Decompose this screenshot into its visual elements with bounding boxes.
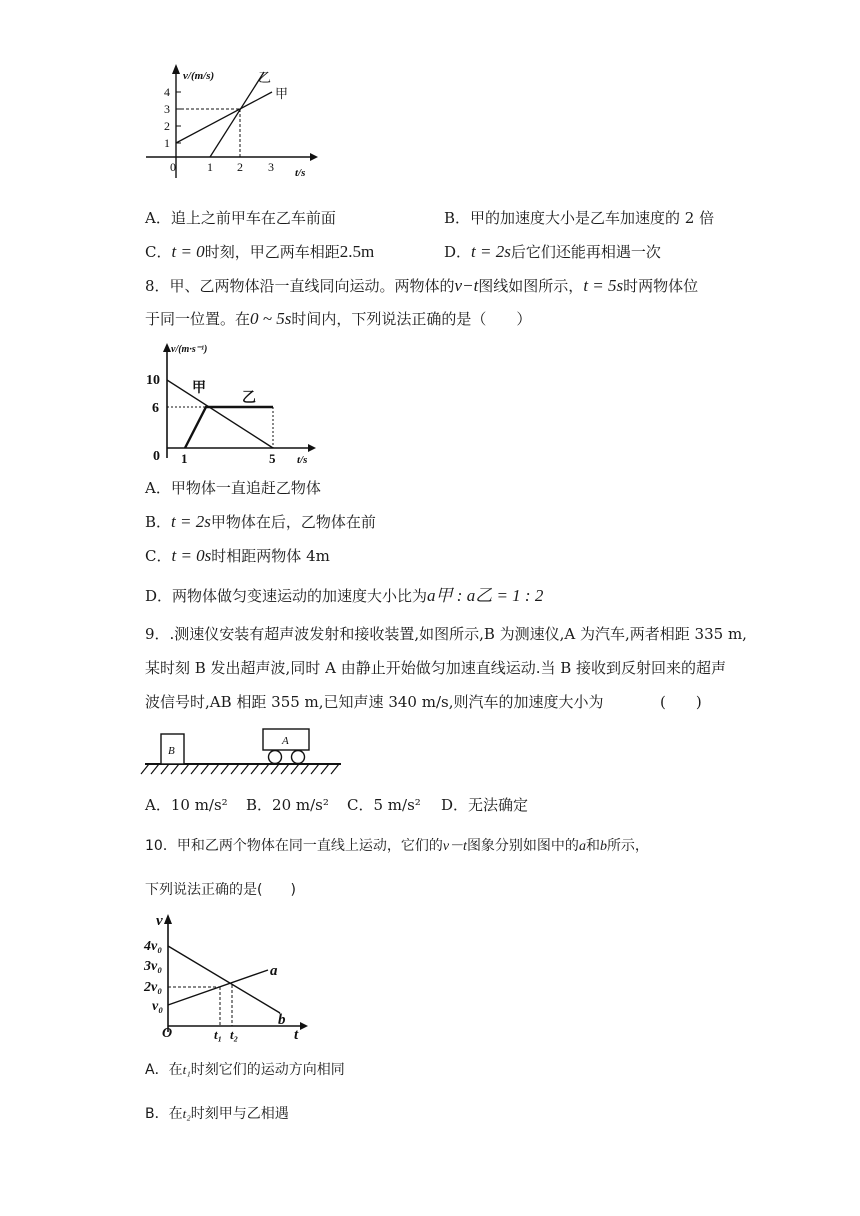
q8-option-a: A．甲物体一直追赶乙物体 [145, 479, 321, 497]
stem-text: 图线如图所示， [478, 277, 584, 295]
x-tick-3: 3 [268, 160, 274, 174]
q8-option-c [145, 546, 330, 566]
x-tick-t2: t₂ [230, 1027, 239, 1042]
option-text: 时刻甲与乙相遇 [190, 1106, 289, 1122]
y-tick-3v0: 3v₀ [144, 959, 163, 974]
math-vt: v－t [442, 839, 467, 854]
x-tick-1: 1 [207, 160, 213, 174]
y-tick-2: 2 [164, 119, 170, 133]
line-label-b: b [278, 1012, 286, 1028]
ground-hatching [141, 764, 339, 774]
x-axis-label: t/s [297, 454, 308, 466]
q8-vt-graph [142, 340, 322, 468]
q10-vt-graph [140, 910, 310, 1042]
stem-text: 所示， [606, 838, 649, 854]
option-text: 甲物体在后，乙物体在前 [210, 513, 376, 531]
stem-text: 8．甲、乙两物体沿一直线同向运动。两物体的 [145, 277, 455, 295]
x-tick-1: 1 [181, 451, 188, 466]
option-text: 时相距两物体 4m [211, 547, 330, 565]
q8-stem-line2 [145, 309, 531, 329]
q10-option-b [145, 1104, 289, 1124]
x-tick-t1: t₁ [214, 1027, 223, 1042]
label-a: A [282, 735, 289, 747]
math-a: a [578, 839, 586, 854]
option-text: D．两物体做匀变速运动的加速度大小比为 [145, 587, 428, 605]
option-letter: B． [145, 513, 172, 531]
y-tick-v0: v₀ [152, 999, 164, 1014]
stem-text: 时两物体位 [623, 277, 699, 295]
stem-text: 时间内，下列说法正确的是（ ） [291, 310, 532, 328]
q9-option-c: C．5 m/s² [347, 796, 421, 814]
q7-option-d [444, 242, 661, 262]
option-text: 时刻它们的运动方向相同 [190, 1062, 345, 1078]
option-letter: C． [145, 243, 172, 261]
line-label-yi: 乙 [242, 391, 256, 406]
math-b: b [599, 839, 607, 854]
stem-text: 图象分别如图中的 [466, 838, 579, 854]
option-text: B．在 [145, 1106, 183, 1122]
distance-value: 2.5m [339, 242, 375, 261]
math-expression: a甲 : a乙 = 1 : 2 [427, 586, 544, 605]
q9-option-d: D．无法确定 [441, 796, 529, 814]
math-expression: t = 2s [171, 512, 211, 531]
y-axis-label: v/(m·s⁻¹) [171, 344, 208, 355]
x-axis-label: t [294, 1027, 299, 1043]
math-vt: v−t [454, 276, 479, 295]
math-expression: t = 2s [471, 242, 511, 261]
q9-stem-line2: 某时刻 B 发出超声波,同时 A 由静止开始做匀加速直线运动.当 B 接收到反射回来的超声 [145, 659, 727, 677]
line-label-jia: 甲 [192, 381, 206, 396]
y-tick-3: 3 [164, 102, 170, 116]
origin-label: 0 [170, 160, 176, 174]
y-axis-label: v [156, 913, 163, 929]
math-range: 0 ~ 5s [250, 309, 292, 328]
q9-option-b: B．20 m/s² [246, 796, 329, 814]
x-axis-label: t/s [295, 167, 306, 179]
q8-option-d [145, 586, 543, 606]
origin-label: 0 [153, 449, 160, 464]
math-t: t = 5s [583, 276, 624, 295]
q7-option-c [145, 242, 374, 262]
y-tick-4v0: 4v₀ [144, 939, 163, 954]
y-tick-1: 1 [164, 136, 170, 150]
line-label-a: a [270, 963, 278, 979]
q9-setup-diagram [145, 726, 345, 778]
line-label-jia: 甲 [275, 86, 289, 101]
q9-answer-bracket: ( ) [660, 693, 702, 711]
option-text: 时刻，甲乙两车相距 [204, 243, 340, 261]
origin-label: O [162, 1026, 173, 1041]
option-letter: C． [145, 547, 172, 565]
option-text: 后它们还能再相遇一次 [510, 243, 661, 261]
q9-stem-line3: 波信号时,AB 相距 355 m,已知声速 340 m/s,则汽车的加速度大小为 [145, 693, 604, 711]
math-expression: t = 0s [171, 546, 212, 565]
option-text: A．在 [145, 1062, 183, 1078]
y-tick-10: 10 [146, 373, 160, 388]
y-axis-label: v/(m/s) [183, 70, 215, 82]
q8-stem-line1 [145, 276, 698, 296]
y-tick-4: 4 [164, 85, 170, 99]
option-letter: D． [444, 243, 472, 261]
q9-stem-line1: 9．.测速仪安装有超声波发射和接收装置,如图所示,B 为测速仪,A 为汽车,两者相距 335 m, [145, 625, 747, 643]
q7-option-b: B．甲的加速度大小是乙车加速度的 2 倍 [444, 209, 715, 227]
q10-option-a [145, 1060, 345, 1080]
stem-text: 于同一位置。在 [145, 310, 251, 328]
q10-stem-line2: 下列说法正确的是( ) [145, 882, 296, 898]
math-t2: t₂ [182, 1106, 191, 1121]
stem-text: 和 [585, 838, 600, 854]
label-b: B [168, 745, 175, 757]
math-t1: t₁ [182, 1062, 191, 1077]
q8-option-b [145, 512, 376, 532]
line-label-yi: 乙 [258, 70, 272, 85]
q10-stem-line1 [145, 836, 649, 857]
y-tick-6: 6 [152, 401, 159, 416]
stem-text: 10．甲和乙两个物体在同一直线上运动，它们的 [145, 838, 443, 854]
y-tick-2v0: 2v₀ [144, 980, 163, 995]
math-expression: t = 0 [171, 242, 205, 261]
q7-vt-graph [140, 60, 330, 185]
q9-option-a: A．10 m/s² [145, 796, 228, 814]
x-tick-2: 2 [237, 160, 243, 174]
x-tick-5: 5 [269, 451, 276, 466]
q7-option-a: A．追上之前甲车在乙车前面 [145, 209, 336, 227]
